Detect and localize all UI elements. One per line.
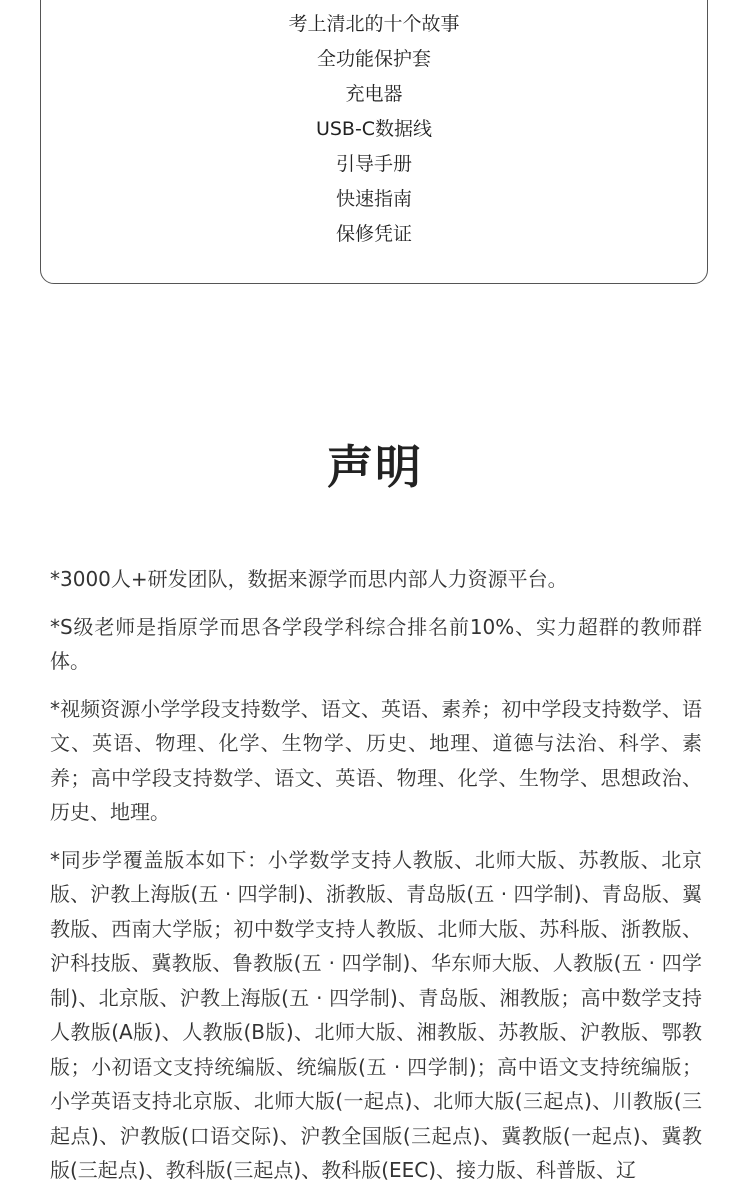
statement-note-team: *3000人+研发团队，数据来源学而思内部人力资源平台。 [50,567,568,591]
package-contents-box [40,0,708,284]
statement-note-video-resources: *视频资源小学学段支持数学、语文、英语、素养；初中学段支持数学、语文、英语、物理、化学、生物学、历史、地理、道德与法治、科学、素养；高中学段支持数学、语文、英语、物理、化学、生物学、思想政治、历史、地理。 [50,696,702,824]
package-item: 保修凭证 [335,223,412,245]
statement-note-textbook-versions: *同步学覆盖版本如下：小学数学支持人教版、北师大版、苏教版、北京版、沪教上海版(五 · 四学制)、浙教版、青岛版(五 · 四学制)、青岛版、翼教版、西南大学版；初中数学支持人教版、北师大版、苏科版、浙教版、沪科技版、冀教版、鲁教版(五 · 四学制)、华东师大版、人教版(五 · 四学制)、北京版、沪教上海版(五 · 四学制)、青岛版、湘教版；高中数学支持人教版(A版)、人教版(B版)、北师大版、湘教版、苏教版、沪教版、鄂教版；小初语文支持统编版、统编版(五 · 四学制)；高中语文支持统编版；小学英语支持北京版、北师大版(一起点)、北师大版(三起点)、川教版(三起点)、沪教版(口语交际)、沪教全国版(三起点)、冀教版(一起点)、冀教版(三起点)、教科版(三起点)、教科版(EEC)、接力版、科普版、辽 [50,847,702,1182]
statement-notes [50,562,702,1201]
package-item: 考上清北的十个故事 [288,13,460,35]
statement-note-teachers: *S级老师是指原学而思各学段学科综合排名前10%、实力超群的教师群体。 [50,614,702,673]
package-contents-list [41,7,707,252]
package-item: 快速指南 [335,188,412,210]
package-item: 充电器 [345,83,403,105]
package-item: 全功能保护套 [316,48,431,70]
package-item: USB-C数据线 [315,118,433,140]
package-item: 引导手册 [335,153,412,175]
statement-title: 声明 [327,440,423,494]
